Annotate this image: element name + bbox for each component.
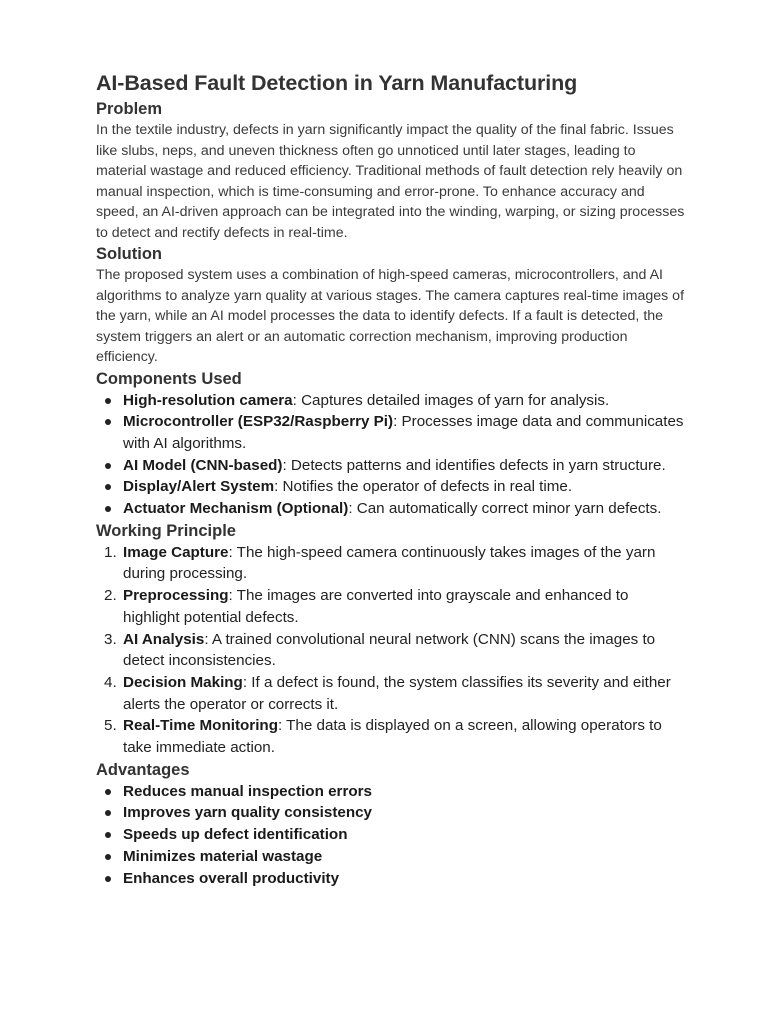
item-number: 1. [104, 543, 117, 561]
list-item [96, 824, 686, 846]
item-term: Preprocessing [123, 587, 229, 605]
list-item [96, 781, 686, 803]
item-term: Actuator Mechanism (Optional) [123, 500, 349, 518]
advantage-text: Improves yarn quality consistency [123, 804, 372, 822]
problem-heading: Problem [96, 100, 163, 118]
item-description: : Detects patterns and identifies defects in yarn structure. [282, 456, 666, 474]
item-number: 5. [104, 717, 117, 735]
advantage-text: Reduces manual inspection errors [123, 782, 372, 800]
item-number: 3. [104, 630, 117, 648]
item-description: : Can automatically correct minor yarn defects. [348, 500, 662, 518]
list-item [96, 802, 686, 824]
advantages-heading: Advantages [96, 760, 190, 779]
advantage-text: Speeds up defect identification [123, 826, 348, 844]
item-description: : The images are converted into grayscale and enhanced to highlight potential defects. [123, 587, 629, 626]
list-item [96, 585, 686, 628]
list-item [96, 672, 686, 715]
item-term: AI Model (CNN-based) [123, 456, 283, 474]
list-item [96, 411, 686, 454]
item-description: : A trained convolutional neural network (CNN) scans the images to detect inconsistencies. [123, 630, 656, 670]
list-item [96, 542, 686, 585]
item-description: : The high-speed camera continuously takes images of the yarn during processing. [123, 543, 656, 583]
list-item [96, 629, 686, 672]
list-item [96, 390, 686, 412]
working-principle-heading: Working Principle [96, 521, 236, 540]
item-description: : The data is displayed on a screen, allowing operators to take immediate action. [123, 717, 662, 757]
item-number: 4. [104, 673, 117, 691]
item-number: 2. [104, 587, 117, 605]
item-description: : If a defect is found, the system classifies its severity and either alerts the operator or corrects it. [123, 673, 671, 713]
list-item [96, 498, 686, 520]
advantages-list [96, 781, 686, 890]
list-item [96, 476, 686, 498]
components-heading: Components Used [96, 369, 242, 388]
components-list [96, 390, 686, 520]
item-description: : Notifies the operator of defects in real time. [274, 478, 573, 496]
problem-paragraph: In the textile industry, defects in yarn significantly impact the quality of the final fabric. Issues like slubs, neps, and uneven thickness often go unnoticed until later stages, leading to material wastage and reduced efficiency. Traditional methods of fault detection rely heavily on manual inspection, which is time-consuming and error-prone. To enhance accuracy and speed, an AI-driven approach can be integrated into the winding, warping, or sizing processes to detect and rectify defects in real-time. [96, 122, 685, 241]
item-term: Image Capture [123, 543, 229, 561]
item-description: : Processes image data and communicates with AI algorithms. [123, 413, 684, 452]
list-item [96, 455, 686, 477]
item-term: AI Analysis [123, 630, 205, 648]
list-item [96, 846, 686, 868]
solution-paragraph: The proposed system uses a combination of high-speed cameras, microcontrollers, and AI algorithms to analyze yarn quality at various stages. The camera captures real-time images of the yarn, while an AI model processes the data to identify defects. If a fault is detected, the system triggers an alert or an automatic correction mechanism, improving production efficiency. [96, 267, 685, 365]
item-term: Real-Time Monitoring [123, 717, 278, 735]
list-item [96, 868, 686, 890]
item-term: High-resolution camera [123, 391, 293, 409]
item-term: Decision Making [123, 673, 243, 691]
document-body [96, 69, 686, 889]
advantage-text: Enhances overall productivity [123, 869, 340, 887]
item-term: Microcontroller (ESP32/Raspberry Pi) [123, 413, 394, 431]
working-principle-list [96, 542, 686, 759]
item-term: Display/Alert System [123, 478, 275, 496]
document-title: AI-Based Fault Detection in Yarn Manufacturing [96, 71, 578, 95]
solution-heading: Solution [96, 245, 162, 263]
item-description: : Captures detailed images of yarn for analysis. [292, 391, 610, 409]
list-item [96, 715, 686, 758]
advantage-text: Minimizes material wastage [123, 847, 323, 865]
